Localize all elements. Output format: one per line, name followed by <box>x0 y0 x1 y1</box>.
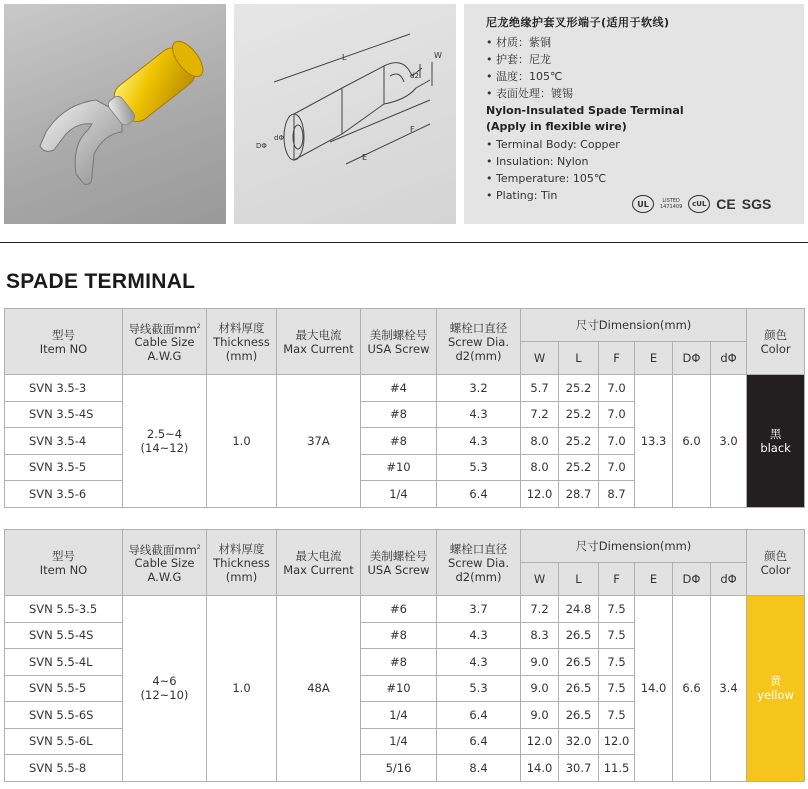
cell-d2: 5.3 <box>437 675 521 702</box>
label-w: W <box>434 51 442 60</box>
cell-w: 9.0 <box>521 675 559 702</box>
product-header <box>0 0 808 226</box>
header-l: L <box>559 563 599 596</box>
label-d2: d2 <box>410 72 419 80</box>
cell-f: 7.5 <box>599 596 635 623</box>
cell-dphi-big: 6.6 <box>673 596 711 782</box>
header-screw: 美制螺栓号 USA Screw <box>361 530 437 596</box>
cell-dphi-small: 3.4 <box>711 596 747 782</box>
cell-w: 7.2 <box>521 401 559 428</box>
cell-color-yellow: 黄 yellow <box>747 596 805 782</box>
cell-l: 26.5 <box>559 675 599 702</box>
cell-l: 24.8 <box>559 596 599 623</box>
cell-f: 8.7 <box>599 481 635 508</box>
cell-d2: 4.3 <box>437 401 521 428</box>
spec-table-yellow <box>4 529 805 782</box>
cell-w: 12.0 <box>521 728 559 755</box>
header-diameter: 螺栓口直径 Screw Dia. d2(mm) <box>437 530 521 596</box>
cell-w: 7.2 <box>521 596 559 623</box>
cell-f: 7.0 <box>599 401 635 428</box>
cell-item: SVN 5.5-4S <box>5 622 123 649</box>
cell-item: SVN 5.5-5 <box>5 675 123 702</box>
header-dphi-small: dΦ <box>711 563 747 596</box>
cell-f: 7.5 <box>599 622 635 649</box>
cell-f: 7.0 <box>599 375 635 402</box>
cell-thickness: 1.0 <box>207 375 277 508</box>
certification-marks <box>632 192 771 216</box>
cell-d2: 4.3 <box>437 622 521 649</box>
spec-table-black <box>4 308 805 508</box>
header-item: 型号 Item NO <box>5 309 123 375</box>
cell-thickness: 1.0 <box>207 596 277 782</box>
cell-screw: 5/16 <box>361 755 437 782</box>
cell-d2: 6.4 <box>437 728 521 755</box>
table-row <box>5 596 805 623</box>
spec-item-cn: • 温度：105℃ <box>486 68 804 85</box>
header-cable: 导线截面$mm^2$ Cable Size A.W.G <box>123 530 207 596</box>
spec-subtitle-en: (Apply in flexible wire) <box>486 120 627 133</box>
spade-terminal-photo-icon <box>4 4 226 224</box>
cell-d2: 5.3 <box>437 454 521 481</box>
cell-d2: 4.3 <box>437 428 521 455</box>
cell-w: 12.0 <box>521 481 559 508</box>
dimension-diagram-icon <box>234 4 456 224</box>
cell-screw: #8 <box>361 401 437 428</box>
header-f: F <box>599 342 635 375</box>
header-thickness: 材料厚度 Thickness (mm) <box>207 309 277 375</box>
spec-item-cn: • 材质：紫铜 <box>486 34 804 51</box>
label-e: E <box>362 153 368 162</box>
cell-l: 25.2 <box>559 454 599 481</box>
header-dimension: 尺寸Dimension(mm) <box>521 530 747 563</box>
cell-l: 28.7 <box>559 481 599 508</box>
header-current: 最大电流 Max Current <box>277 309 361 375</box>
cell-current: 37A <box>277 375 361 508</box>
table-row <box>5 375 805 402</box>
section-divider <box>0 242 808 243</box>
spec-panel <box>464 4 804 224</box>
label-dphi-small: dΦ <box>274 134 284 142</box>
header-cable: 导线截面$mm^2$ Cable Size A.W.G <box>123 309 207 375</box>
cell-item: SVN 5.5-8 <box>5 755 123 782</box>
listed-number: 1471409 <box>660 204 683 210</box>
header-dphi-big: DΦ <box>673 342 711 375</box>
product-photo <box>4 4 226 224</box>
cell-cable: 4~6 (12~10) <box>123 596 207 782</box>
listed-text: LISTED <box>662 198 680 204</box>
cell-d2: 3.7 <box>437 596 521 623</box>
cell-f: 7.5 <box>599 675 635 702</box>
cell-l: 25.2 <box>559 375 599 402</box>
cell-cable: 2.5~4 (14~12) <box>123 375 207 508</box>
cell-l: 32.0 <box>559 728 599 755</box>
cell-l: 25.2 <box>559 401 599 428</box>
cell-screw: #10 <box>361 454 437 481</box>
cell-screw: #8 <box>361 649 437 676</box>
cell-screw: #4 <box>361 375 437 402</box>
cell-e: 14.0 <box>635 596 673 782</box>
header-diameter: 螺栓口直径 Screw Dia. d2(mm) <box>437 309 521 375</box>
spec-item-cn: • 表面处理：镀锡 <box>486 85 804 102</box>
ul-logo-icon: UL <box>632 195 654 213</box>
spec-title-en: Nylon-Insulated Spade Terminal <box>486 104 684 117</box>
spec-item-en: • Insulation: Nylon <box>486 153 804 170</box>
cell-e: 13.3 <box>635 375 673 508</box>
spec-item-en: • Plating: Tin <box>486 187 804 204</box>
cell-screw: 1/4 <box>361 481 437 508</box>
spec-item-en: • Temperature: 105℃ <box>486 170 804 187</box>
cell-screw: 1/4 <box>361 728 437 755</box>
cell-d2: 3.2 <box>437 375 521 402</box>
cell-dphi-small: 3.0 <box>711 375 747 508</box>
cell-d2: 6.4 <box>437 481 521 508</box>
cell-f: 7.0 <box>599 454 635 481</box>
cell-f: 7.5 <box>599 649 635 676</box>
cell-current: 48A <box>277 596 361 782</box>
header-current: 最大电流 Max Current <box>277 530 361 596</box>
header-w: W <box>521 563 559 596</box>
cell-w: 8.0 <box>521 454 559 481</box>
cell-l: 26.5 <box>559 702 599 729</box>
spec-title-cn: 尼龙绝缘护套叉形端子(适用于软线) <box>486 16 670 29</box>
cell-screw: #6 <box>361 596 437 623</box>
label-f: F <box>410 125 415 134</box>
cell-screw: #8 <box>361 622 437 649</box>
header-dphi-small: dΦ <box>711 342 747 375</box>
cell-d2: 8.4 <box>437 755 521 782</box>
cell-w: 9.0 <box>521 702 559 729</box>
cell-f: 11.5 <box>599 755 635 782</box>
cell-item: SVN 3.5-4S <box>5 401 123 428</box>
cell-f: 7.5 <box>599 702 635 729</box>
cell-item: SVN 5.5-6L <box>5 728 123 755</box>
header-w: W <box>521 342 559 375</box>
header-dimension: 尺寸Dimension(mm) <box>521 309 747 342</box>
cell-w: 5.7 <box>521 375 559 402</box>
ul-listed-label <box>660 198 682 210</box>
cell-d2: 4.3 <box>437 649 521 676</box>
cell-l: 26.5 <box>559 649 599 676</box>
dimension-drawing <box>234 4 456 224</box>
header-item: 型号 Item NO <box>5 530 123 596</box>
cell-w: 14.0 <box>521 755 559 782</box>
header-screw: 美制螺栓号 USA Screw <box>361 309 437 375</box>
header-f: F <box>599 563 635 596</box>
cell-item: SVN 5.5-3.5 <box>5 596 123 623</box>
cell-item: SVN 3.5-4 <box>5 428 123 455</box>
header-l: L <box>559 342 599 375</box>
cell-screw: 1/4 <box>361 702 437 729</box>
cell-w: 8.0 <box>521 428 559 455</box>
cell-item: SVN 5.5-4L <box>5 649 123 676</box>
cell-l: 26.5 <box>559 622 599 649</box>
label-l: L <box>342 53 347 62</box>
cell-w: 9.0 <box>521 649 559 676</box>
cell-screw: #8 <box>361 428 437 455</box>
header-thickness: 材料厚度 Thickness (mm) <box>207 530 277 596</box>
header-color: 颜色 Color <box>747 309 805 375</box>
cul-logo-icon: cUL <box>688 195 710 213</box>
ce-logo-icon: CE <box>716 196 736 212</box>
cell-item: SVN 3.5-5 <box>5 454 123 481</box>
sgs-logo-icon: SGS <box>741 196 772 212</box>
header-dphi-big: DΦ <box>673 563 711 596</box>
spec-item-en: • Terminal Body: Copper <box>486 136 804 153</box>
cell-dphi-big: 6.0 <box>673 375 711 508</box>
header-e: E <box>635 563 673 596</box>
cell-l: 30.7 <box>559 755 599 782</box>
cell-color-black: 黑 black <box>747 375 805 508</box>
section-heading: SPADE TERMINAL <box>6 270 196 293</box>
cell-item: SVN 3.5-3 <box>5 375 123 402</box>
cell-d2: 6.4 <box>437 702 521 729</box>
cell-w: 8.3 <box>521 622 559 649</box>
cell-item: SVN 5.5-6S <box>5 702 123 729</box>
label-dphi-big: DΦ <box>256 142 267 150</box>
spec-item-cn: • 护套：尼龙 <box>486 51 804 68</box>
cell-f: 7.0 <box>599 428 635 455</box>
header-color: 颜色 Color <box>747 530 805 596</box>
cell-item: SVN 3.5-6 <box>5 481 123 508</box>
cell-screw: #10 <box>361 675 437 702</box>
cell-f: 12.0 <box>599 728 635 755</box>
header-e: E <box>635 342 673 375</box>
cell-l: 25.2 <box>559 428 599 455</box>
